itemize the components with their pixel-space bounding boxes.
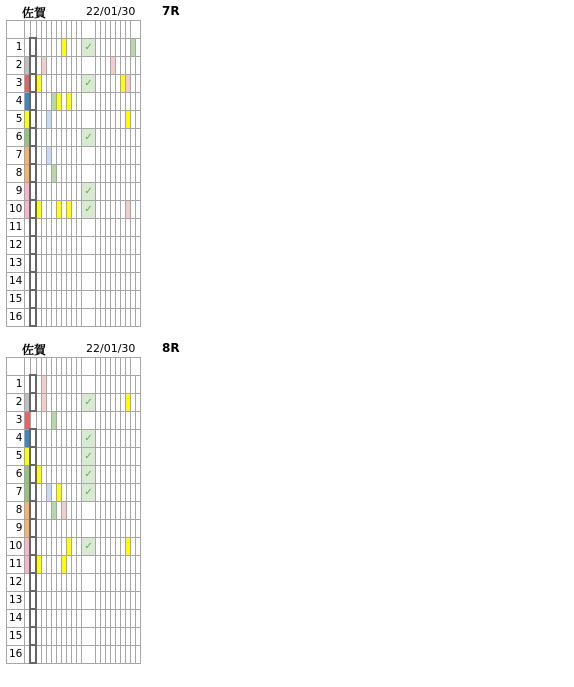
cell-seiseki [82, 465, 95, 483]
table-row [7, 236, 141, 254]
cell-t2 [135, 236, 140, 254]
race-header [6, 341, 566, 357]
cell-no: 5 [7, 447, 25, 465]
header-row [7, 21, 141, 39]
cell-seiseki [82, 645, 95, 663]
cell-seiseki [82, 393, 95, 411]
table-row [7, 555, 141, 573]
cell-no: 3 [7, 411, 25, 429]
table-row [7, 591, 141, 609]
race-table [6, 357, 141, 664]
check-icon: ✓ [84, 486, 93, 498]
table-row [7, 200, 141, 218]
race-header [6, 4, 566, 20]
cell-seiseki [82, 429, 95, 447]
table-row [7, 609, 141, 627]
table-row [7, 519, 141, 537]
table-row [7, 128, 141, 146]
cell-t2 [135, 627, 140, 645]
table-row [7, 537, 141, 555]
cell-t2 [135, 128, 140, 146]
cell-seiseki [82, 447, 95, 465]
table-row [7, 645, 141, 663]
cell-seiseki [82, 591, 95, 609]
table-row [7, 38, 141, 56]
cell-no: 10 [7, 537, 25, 555]
cell-seiseki [82, 375, 95, 393]
table-row [7, 308, 141, 326]
cell-no: 9 [7, 519, 25, 537]
header-row [7, 358, 141, 376]
cell-seiseki [82, 110, 95, 128]
table-row [7, 465, 141, 483]
race-table [6, 20, 141, 327]
cell-t2 [135, 393, 140, 411]
cell-t2 [135, 645, 140, 663]
table-row [7, 573, 141, 591]
cell-t2 [135, 56, 140, 74]
cell-seiseki [82, 128, 95, 146]
cell-seiseki [82, 290, 95, 308]
cell-t2 [135, 501, 140, 519]
cell-no: 4 [7, 429, 25, 447]
cell-seiseki [82, 519, 95, 537]
cell-t2 [135, 110, 140, 128]
cell-t2 [135, 573, 140, 591]
cell-no: 14 [7, 609, 25, 627]
cell-seiseki [82, 501, 95, 519]
header-cell [82, 358, 95, 376]
cell-no: 1 [7, 375, 25, 393]
venue-label: 佐賀 [22, 6, 47, 20]
cell-seiseki [82, 92, 95, 110]
cell-no: 3 [7, 74, 25, 92]
cell-no: 15 [7, 290, 25, 308]
table-row [7, 92, 141, 110]
cell-t2 [135, 218, 140, 236]
table-row [7, 483, 141, 501]
venue-label: 佐賀 [22, 343, 47, 357]
check-icon: ✓ [84, 450, 93, 462]
cell-seiseki [82, 74, 95, 92]
cell-t2 [135, 290, 140, 308]
header-cell [130, 21, 140, 39]
cell-seiseki [82, 218, 95, 236]
cell-seiseki [82, 182, 95, 200]
cell-t2 [135, 146, 140, 164]
header-cell [82, 21, 95, 39]
cell-no: 10 [7, 200, 25, 218]
cell-seiseki [82, 609, 95, 627]
table-row [7, 146, 141, 164]
check-icon: ✓ [84, 41, 93, 53]
cell-no: 4 [7, 92, 25, 110]
table-row [7, 375, 141, 393]
cell-seiseki [82, 38, 95, 56]
date-label: 22/01/30 [86, 5, 136, 18]
table-row [7, 429, 141, 447]
cell-no: 11 [7, 555, 25, 573]
cell-seiseki [82, 411, 95, 429]
cell-seiseki [82, 308, 95, 326]
cell-no: 15 [7, 627, 25, 645]
check-icon: ✓ [84, 540, 93, 552]
check-icon: ✓ [84, 131, 93, 143]
cell-t2 [135, 182, 140, 200]
date-label: 22/01/30 [86, 342, 136, 355]
cell-no: 13 [7, 591, 25, 609]
cell-t2 [135, 411, 140, 429]
header-cell [7, 21, 25, 39]
cell-t2 [135, 537, 140, 555]
cell-seiseki [82, 254, 95, 272]
table-row [7, 393, 141, 411]
table-row [7, 272, 141, 290]
cell-t2 [135, 254, 140, 272]
race-label: 8R [162, 341, 180, 355]
cell-no: 13 [7, 254, 25, 272]
table-row [7, 218, 141, 236]
cell-no: 5 [7, 110, 25, 128]
cell-seiseki [82, 56, 95, 74]
cell-no: 2 [7, 393, 25, 411]
cell-t2 [135, 308, 140, 326]
check-icon: ✓ [84, 185, 93, 197]
table-row [7, 164, 141, 182]
cell-no: 9 [7, 182, 25, 200]
cell-no: 16 [7, 645, 25, 663]
cell-t2 [135, 555, 140, 573]
check-icon: ✓ [84, 396, 93, 408]
cell-t2 [135, 429, 140, 447]
cell-t2 [135, 164, 140, 182]
cell-t2 [135, 591, 140, 609]
cell-seiseki [82, 164, 95, 182]
cell-t2 [135, 38, 140, 56]
cell-no: 2 [7, 56, 25, 74]
table-row [7, 110, 141, 128]
cell-seiseki [82, 272, 95, 290]
cell-t2 [135, 483, 140, 501]
table-row [7, 254, 141, 272]
table-row [7, 182, 141, 200]
cell-no: 11 [7, 218, 25, 236]
cell-no: 16 [7, 308, 25, 326]
table-row [7, 501, 141, 519]
check-icon: ✓ [84, 432, 93, 444]
table-row [7, 290, 141, 308]
cell-no: 12 [7, 236, 25, 254]
cell-no: 12 [7, 573, 25, 591]
cell-seiseki [82, 537, 95, 555]
table-row [7, 56, 141, 74]
cell-no: 6 [7, 465, 25, 483]
cell-seiseki [82, 200, 95, 218]
header-cell [130, 358, 140, 376]
cell-no: 8 [7, 501, 25, 519]
table-row [7, 627, 141, 645]
table-row [7, 411, 141, 429]
cell-t2 [135, 272, 140, 290]
cell-seiseki [82, 573, 95, 591]
cell-seiseki [82, 627, 95, 645]
cell-no: 7 [7, 483, 25, 501]
cell-no: 8 [7, 164, 25, 182]
check-icon: ✓ [84, 77, 93, 89]
cell-no: 6 [7, 128, 25, 146]
cell-t2 [135, 92, 140, 110]
table-row [7, 447, 141, 465]
cell-t2 [135, 447, 140, 465]
cell-no: 14 [7, 272, 25, 290]
cell-t2 [135, 74, 140, 92]
cell-t2 [135, 519, 140, 537]
check-icon: ✓ [84, 203, 93, 215]
cell-t2 [135, 200, 140, 218]
check-icon: ✓ [84, 468, 93, 480]
cell-seiseki [82, 483, 95, 501]
cell-no: 7 [7, 146, 25, 164]
cell-t2 [135, 375, 140, 393]
cell-no: 1 [7, 38, 25, 56]
header-cell [7, 358, 25, 376]
cell-seiseki [82, 555, 95, 573]
table-row [7, 74, 141, 92]
cell-t2 [135, 609, 140, 627]
cell-seiseki [82, 146, 95, 164]
race-label: 7R [162, 4, 180, 18]
cell-t2 [135, 465, 140, 483]
cell-seiseki [82, 236, 95, 254]
